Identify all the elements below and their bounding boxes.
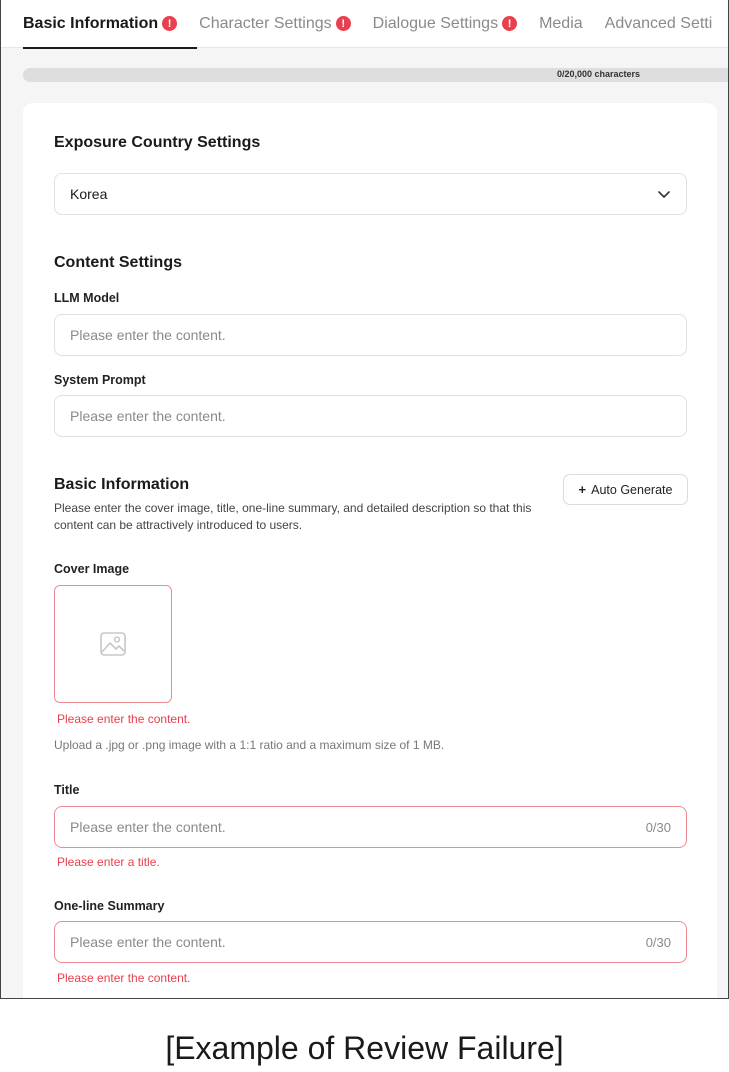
alert-icon: ! <box>162 16 177 31</box>
tab-label: Advanced Setti <box>604 14 713 32</box>
auto-generate-label: Auto Generate <box>591 482 673 497</box>
form-card <box>23 103 717 999</box>
llm-model-label: LLM Model <box>54 291 120 305</box>
one-line-summary-input[interactable] <box>54 921 687 963</box>
tab-character-settings[interactable] <box>199 0 351 48</box>
tab-basic-information[interactable] <box>23 0 177 48</box>
alert-icon: ! <box>502 16 517 31</box>
llm-model-placeholder: Please enter the content. <box>70 327 226 343</box>
character-progress-bar <box>23 68 729 82</box>
image-placeholder-icon <box>99 630 127 658</box>
title-placeholder: Please enter the content. <box>70 819 226 835</box>
cover-image-error: Please enter the content. <box>57 712 191 726</box>
one-line-summary-label: One-line Summary <box>54 899 165 913</box>
summary-counter: 0/30 <box>645 934 671 950</box>
summary-error: Please enter the content. <box>57 971 191 985</box>
tab-advanced-settings[interactable] <box>605 0 713 48</box>
chevron-down-icon <box>657 187 671 201</box>
title-error: Please enter a title. <box>57 855 160 869</box>
basic-information-description: Please enter the cover image, title, one-line summary, and detailed description so that this content can be attractively introduced to users. <box>54 501 532 532</box>
title-counter: 0/30 <box>645 819 671 835</box>
auto-generate-button[interactable] <box>563 474 688 505</box>
cover-image-upload[interactable] <box>54 585 172 703</box>
system-prompt-label: System Prompt <box>54 373 146 387</box>
cover-image-label: Cover Image <box>54 562 130 576</box>
exposure-heading: Exposure Country Settings <box>54 134 261 151</box>
tab-label: Dialogue Settings <box>372 14 499 32</box>
figure-caption: [Example of Review Failure] <box>165 1030 564 1066</box>
country-select-value: Korea <box>70 186 108 202</box>
tab-label: Character Settings <box>199 14 332 32</box>
tab-label: Basic Information <box>23 14 159 32</box>
tab-bar <box>1 0 728 48</box>
tab-media[interactable] <box>539 0 583 48</box>
country-select[interactable] <box>54 173 687 215</box>
character-count: 0/20,000 characters <box>557 69 641 79</box>
summary-placeholder: Please enter the content. <box>70 934 226 950</box>
content-settings-heading: Content Settings <box>54 254 182 271</box>
cover-image-hint: Upload a .jpg or .png image with a 1:1 ratio and a maximum size of 1 MB. <box>54 738 445 752</box>
system-prompt-placeholder: Please enter the content. <box>70 408 226 424</box>
basic-information-heading: Basic Information <box>54 476 190 493</box>
system-prompt-input[interactable] <box>54 395 687 437</box>
tab-dialogue-settings[interactable] <box>373 0 517 48</box>
alert-icon: ! <box>336 16 351 31</box>
llm-model-input[interactable] <box>54 314 687 356</box>
tab-label: Media <box>539 14 583 32</box>
title-label: Title <box>54 783 80 797</box>
title-input[interactable] <box>54 806 687 848</box>
plus-icon: + <box>578 482 587 497</box>
